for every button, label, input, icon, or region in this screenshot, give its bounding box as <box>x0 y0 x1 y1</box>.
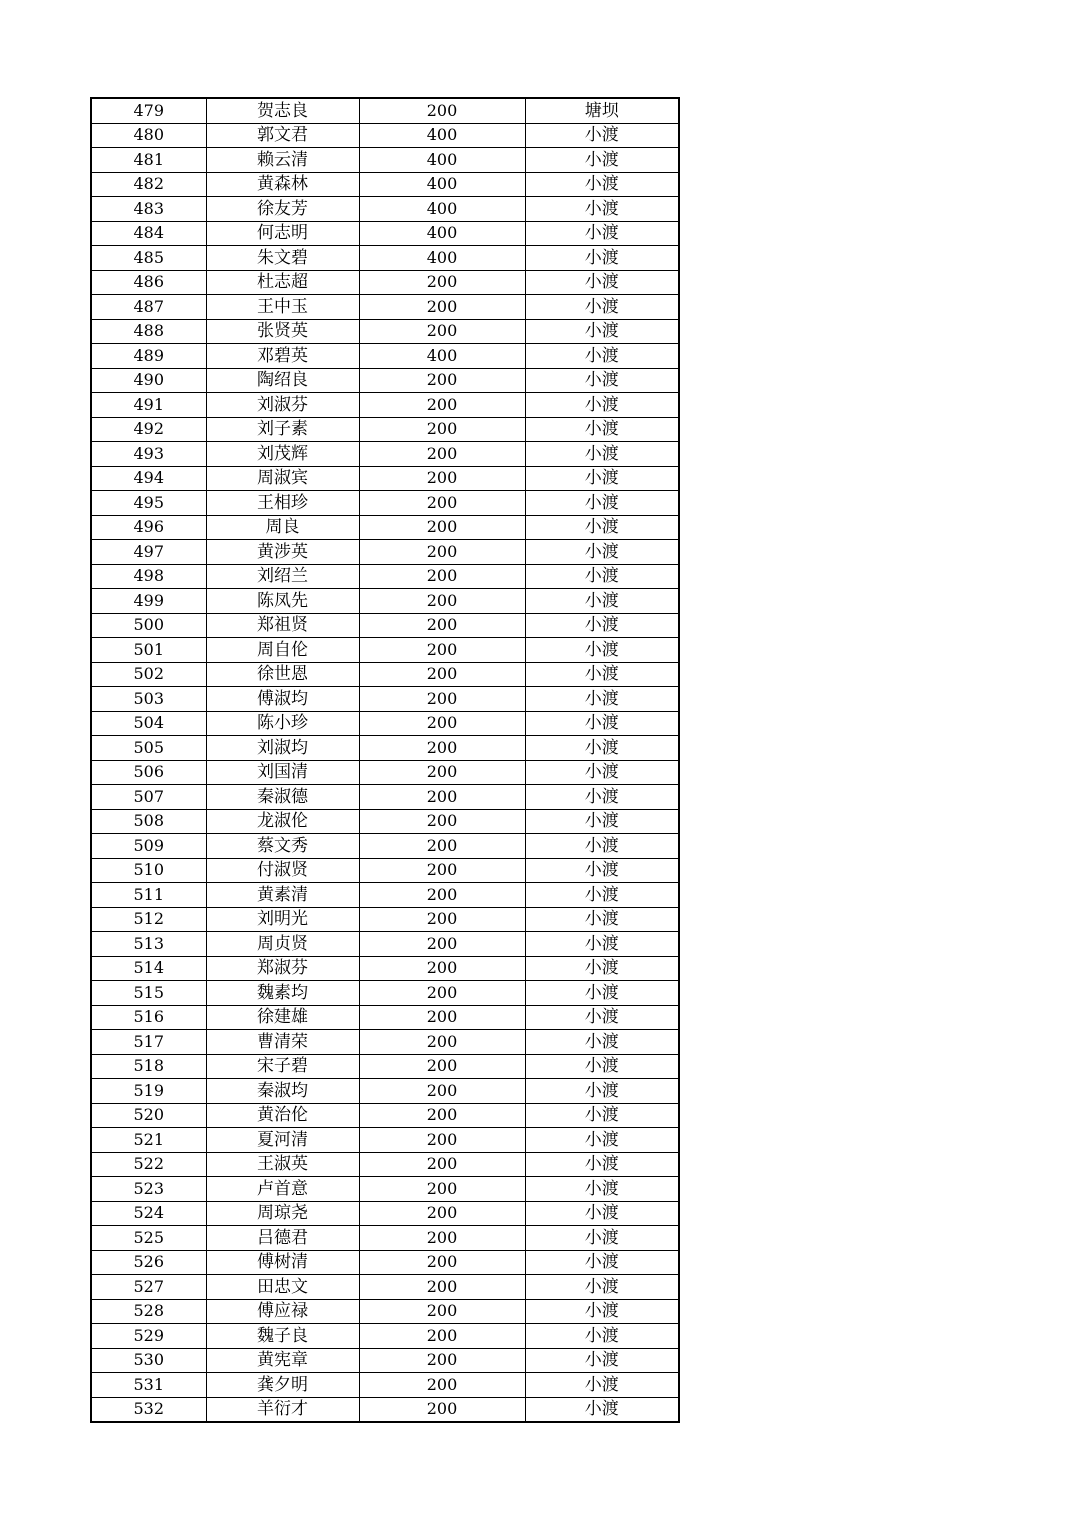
table-row <box>91 834 679 859</box>
name-cell: 刘淑芬 <box>206 393 359 418</box>
amount-cell: 200 <box>359 1324 525 1349</box>
place-cell: 小渡 <box>525 1152 679 1177</box>
table-row <box>91 246 679 271</box>
amount-cell: 200 <box>359 417 525 442</box>
amount-cell: 200 <box>359 1397 525 1422</box>
row-number-cell: 491 <box>91 393 206 418</box>
row-number-cell: 531 <box>91 1373 206 1398</box>
amount-cell: 400 <box>359 221 525 246</box>
name-cell: 王淑英 <box>206 1152 359 1177</box>
row-number-cell: 516 <box>91 1005 206 1030</box>
table-row <box>91 1201 679 1226</box>
table-row <box>91 662 679 687</box>
name-cell: 刘绍兰 <box>206 564 359 589</box>
table-row <box>91 1324 679 1349</box>
name-cell: 赖云清 <box>206 148 359 173</box>
place-cell: 小渡 <box>525 785 679 810</box>
name-cell: 杜志超 <box>206 270 359 295</box>
place-cell: 小渡 <box>525 270 679 295</box>
name-cell: 黄森林 <box>206 172 359 197</box>
row-number-cell: 512 <box>91 907 206 932</box>
place-cell: 小渡 <box>525 809 679 834</box>
table-row <box>91 589 679 614</box>
row-number-cell: 527 <box>91 1275 206 1300</box>
row-number-cell: 479 <box>91 98 206 123</box>
name-cell: 吕德君 <box>206 1226 359 1251</box>
amount-cell: 200 <box>359 711 525 736</box>
table-row <box>91 760 679 785</box>
place-cell: 小渡 <box>525 907 679 932</box>
name-cell: 徐友芳 <box>206 197 359 222</box>
place-cell: 小渡 <box>525 221 679 246</box>
place-cell: 小渡 <box>525 711 679 736</box>
amount-cell: 200 <box>359 785 525 810</box>
place-cell: 小渡 <box>525 1103 679 1128</box>
table-row <box>91 638 679 663</box>
row-number-cell: 505 <box>91 736 206 761</box>
amount-cell: 400 <box>359 123 525 148</box>
row-number-cell: 521 <box>91 1128 206 1153</box>
table-row <box>91 711 679 736</box>
name-cell: 魏子良 <box>206 1324 359 1349</box>
row-number-cell: 509 <box>91 834 206 859</box>
amount-cell: 200 <box>359 393 525 418</box>
table-row <box>91 1397 679 1422</box>
table-row <box>91 1348 679 1373</box>
row-number-cell: 510 <box>91 858 206 883</box>
row-number-cell: 499 <box>91 589 206 614</box>
place-cell: 小渡 <box>525 981 679 1006</box>
table-body <box>91 98 679 1422</box>
name-cell: 陈小珍 <box>206 711 359 736</box>
amount-cell: 200 <box>359 858 525 883</box>
table-row <box>91 1250 679 1275</box>
name-cell: 羊衍才 <box>206 1397 359 1422</box>
table-row <box>91 1373 679 1398</box>
name-cell: 曹清荣 <box>206 1030 359 1055</box>
name-cell: 刘国清 <box>206 760 359 785</box>
name-cell: 徐建雄 <box>206 1005 359 1030</box>
row-number-cell: 528 <box>91 1299 206 1324</box>
name-cell: 黄治伦 <box>206 1103 359 1128</box>
name-cell: 黄素清 <box>206 883 359 908</box>
row-number-cell: 488 <box>91 319 206 344</box>
amount-cell: 200 <box>359 1226 525 1251</box>
name-cell: 魏素均 <box>206 981 359 1006</box>
name-cell: 朱文碧 <box>206 246 359 271</box>
row-number-cell: 526 <box>91 1250 206 1275</box>
table-row <box>91 1128 679 1153</box>
table-row <box>91 197 679 222</box>
place-cell: 小渡 <box>525 956 679 981</box>
name-cell: 傅应禄 <box>206 1299 359 1324</box>
amount-cell: 200 <box>359 368 525 393</box>
table-row <box>91 515 679 540</box>
amount-cell: 200 <box>359 1250 525 1275</box>
row-number-cell: 492 <box>91 417 206 442</box>
amount-cell: 200 <box>359 1054 525 1079</box>
row-number-cell: 515 <box>91 981 206 1006</box>
place-cell: 小渡 <box>525 858 679 883</box>
amount-cell: 200 <box>359 760 525 785</box>
table-row <box>91 148 679 173</box>
row-number-cell: 486 <box>91 270 206 295</box>
row-number-cell: 513 <box>91 932 206 957</box>
row-number-cell: 519 <box>91 1079 206 1104</box>
amount-cell: 200 <box>359 907 525 932</box>
amount-cell: 200 <box>359 1373 525 1398</box>
place-cell: 小渡 <box>525 736 679 761</box>
name-cell: 徐世恩 <box>206 662 359 687</box>
row-number-cell: 494 <box>91 466 206 491</box>
name-cell: 夏河清 <box>206 1128 359 1153</box>
place-cell: 小渡 <box>525 368 679 393</box>
amount-cell: 200 <box>359 98 525 123</box>
amount-cell: 200 <box>359 981 525 1006</box>
table-row <box>91 1005 679 1030</box>
place-cell: 小渡 <box>525 564 679 589</box>
name-cell: 卢首意 <box>206 1177 359 1202</box>
amount-cell: 200 <box>359 491 525 516</box>
name-cell: 付淑贤 <box>206 858 359 883</box>
name-cell: 周贞贤 <box>206 932 359 957</box>
table-row <box>91 907 679 932</box>
place-cell: 小渡 <box>525 540 679 565</box>
row-number-cell: 503 <box>91 687 206 712</box>
row-number-cell: 481 <box>91 148 206 173</box>
name-cell: 周自伦 <box>206 638 359 663</box>
amount-cell: 200 <box>359 270 525 295</box>
amount-cell: 200 <box>359 1177 525 1202</box>
table-row <box>91 98 679 123</box>
name-cell: 王中玉 <box>206 295 359 320</box>
place-cell: 小渡 <box>525 491 679 516</box>
name-cell: 龙淑伦 <box>206 809 359 834</box>
place-cell: 小渡 <box>525 1250 679 1275</box>
amount-cell: 200 <box>359 540 525 565</box>
place-cell: 小渡 <box>525 687 679 712</box>
place-cell: 小渡 <box>525 1373 679 1398</box>
amount-cell: 200 <box>359 687 525 712</box>
place-cell: 小渡 <box>525 172 679 197</box>
amount-cell: 200 <box>359 564 525 589</box>
row-number-cell: 502 <box>91 662 206 687</box>
place-cell: 小渡 <box>525 883 679 908</box>
amount-cell: 200 <box>359 809 525 834</box>
row-number-cell: 487 <box>91 295 206 320</box>
table-row <box>91 466 679 491</box>
place-cell: 小渡 <box>525 1226 679 1251</box>
row-number-cell: 514 <box>91 956 206 981</box>
place-cell: 小渡 <box>525 148 679 173</box>
table-row <box>91 540 679 565</box>
row-number-cell: 518 <box>91 1054 206 1079</box>
table-row <box>91 1177 679 1202</box>
table-row <box>91 1275 679 1300</box>
place-cell: 小渡 <box>525 1030 679 1055</box>
place-cell: 小渡 <box>525 760 679 785</box>
amount-cell: 200 <box>359 319 525 344</box>
row-number-cell: 507 <box>91 785 206 810</box>
place-cell: 小渡 <box>525 662 679 687</box>
row-number-cell: 517 <box>91 1030 206 1055</box>
row-number-cell: 490 <box>91 368 206 393</box>
row-number-cell: 532 <box>91 1397 206 1422</box>
table-row <box>91 393 679 418</box>
amount-cell: 200 <box>359 1030 525 1055</box>
place-cell: 小渡 <box>525 295 679 320</box>
name-cell: 陶绍良 <box>206 368 359 393</box>
table-row <box>91 295 679 320</box>
data-table <box>90 97 680 1423</box>
row-number-cell: 524 <box>91 1201 206 1226</box>
name-cell: 郑淑芬 <box>206 956 359 981</box>
table-row <box>91 417 679 442</box>
row-number-cell: 496 <box>91 515 206 540</box>
name-cell: 刘淑均 <box>206 736 359 761</box>
amount-cell: 200 <box>359 662 525 687</box>
amount-cell: 200 <box>359 442 525 467</box>
place-cell: 小渡 <box>525 834 679 859</box>
row-number-cell: 484 <box>91 221 206 246</box>
place-cell: 小渡 <box>525 417 679 442</box>
place-cell: 小渡 <box>525 1128 679 1153</box>
table-row <box>91 883 679 908</box>
name-cell: 宋子碧 <box>206 1054 359 1079</box>
table-row <box>91 123 679 148</box>
amount-cell: 200 <box>359 1005 525 1030</box>
place-cell: 小渡 <box>525 197 679 222</box>
amount-cell: 200 <box>359 589 525 614</box>
row-number-cell: 480 <box>91 123 206 148</box>
row-number-cell: 501 <box>91 638 206 663</box>
name-cell: 刘茂辉 <box>206 442 359 467</box>
amount-cell: 400 <box>359 246 525 271</box>
amount-cell: 200 <box>359 1128 525 1153</box>
table-row <box>91 858 679 883</box>
name-cell: 郑祖贤 <box>206 613 359 638</box>
amount-cell: 200 <box>359 613 525 638</box>
row-number-cell: 495 <box>91 491 206 516</box>
place-cell: 小渡 <box>525 442 679 467</box>
amount-cell: 200 <box>359 956 525 981</box>
place-cell: 小渡 <box>525 1201 679 1226</box>
row-number-cell: 485 <box>91 246 206 271</box>
row-number-cell: 500 <box>91 613 206 638</box>
table-row <box>91 1054 679 1079</box>
place-cell: 小渡 <box>525 246 679 271</box>
row-number-cell: 483 <box>91 197 206 222</box>
name-cell: 秦淑德 <box>206 785 359 810</box>
row-number-cell: 489 <box>91 344 206 369</box>
table-row <box>91 344 679 369</box>
row-number-cell: 530 <box>91 1348 206 1373</box>
amount-cell: 200 <box>359 932 525 957</box>
place-cell: 塘坝 <box>525 98 679 123</box>
place-cell: 小渡 <box>525 344 679 369</box>
table-row <box>91 932 679 957</box>
table-row <box>91 956 679 981</box>
amount-cell: 200 <box>359 1299 525 1324</box>
amount-cell: 200 <box>359 1103 525 1128</box>
name-cell: 邓碧英 <box>206 344 359 369</box>
table-row <box>91 221 679 246</box>
name-cell: 周琼尧 <box>206 1201 359 1226</box>
place-cell: 小渡 <box>525 1054 679 1079</box>
table-row <box>91 981 679 1006</box>
table-row <box>91 736 679 761</box>
table-row <box>91 368 679 393</box>
row-number-cell: 498 <box>91 564 206 589</box>
place-cell: 小渡 <box>525 932 679 957</box>
name-cell: 周良 <box>206 515 359 540</box>
place-cell: 小渡 <box>525 613 679 638</box>
row-number-cell: 520 <box>91 1103 206 1128</box>
amount-cell: 200 <box>359 466 525 491</box>
name-cell: 张贤英 <box>206 319 359 344</box>
row-number-cell: 482 <box>91 172 206 197</box>
name-cell: 周淑宾 <box>206 466 359 491</box>
row-number-cell: 525 <box>91 1226 206 1251</box>
name-cell: 刘明光 <box>206 907 359 932</box>
name-cell: 黄涉英 <box>206 540 359 565</box>
row-number-cell: 511 <box>91 883 206 908</box>
amount-cell: 200 <box>359 295 525 320</box>
row-number-cell: 522 <box>91 1152 206 1177</box>
table-row <box>91 270 679 295</box>
place-cell: 小渡 <box>525 1397 679 1422</box>
place-cell: 小渡 <box>525 1324 679 1349</box>
table-row <box>91 491 679 516</box>
name-cell: 傅淑均 <box>206 687 359 712</box>
name-cell: 蔡文秀 <box>206 834 359 859</box>
place-cell: 小渡 <box>525 589 679 614</box>
place-cell: 小渡 <box>525 1005 679 1030</box>
table-row <box>91 1030 679 1055</box>
row-number-cell: 529 <box>91 1324 206 1349</box>
name-cell: 秦淑均 <box>206 1079 359 1104</box>
amount-cell: 400 <box>359 148 525 173</box>
table-row <box>91 809 679 834</box>
place-cell: 小渡 <box>525 1348 679 1373</box>
place-cell: 小渡 <box>525 466 679 491</box>
table-row <box>91 1299 679 1324</box>
name-cell: 龚夕明 <box>206 1373 359 1398</box>
name-cell: 贺志良 <box>206 98 359 123</box>
amount-cell: 200 <box>359 1201 525 1226</box>
amount-cell: 400 <box>359 197 525 222</box>
amount-cell: 200 <box>359 736 525 761</box>
table-row <box>91 1152 679 1177</box>
name-cell: 黄宪章 <box>206 1348 359 1373</box>
amount-cell: 400 <box>359 344 525 369</box>
amount-cell: 200 <box>359 1275 525 1300</box>
name-cell: 王相珍 <box>206 491 359 516</box>
name-cell: 田忠文 <box>206 1275 359 1300</box>
place-cell: 小渡 <box>525 1177 679 1202</box>
amount-cell: 200 <box>359 834 525 859</box>
name-cell: 陈凤先 <box>206 589 359 614</box>
amount-cell: 200 <box>359 515 525 540</box>
row-number-cell: 506 <box>91 760 206 785</box>
table-row <box>91 1226 679 1251</box>
name-cell: 郭文君 <box>206 123 359 148</box>
amount-cell: 200 <box>359 1079 525 1104</box>
table-row <box>91 687 679 712</box>
place-cell: 小渡 <box>525 393 679 418</box>
place-cell: 小渡 <box>525 123 679 148</box>
table-row <box>91 319 679 344</box>
place-cell: 小渡 <box>525 1275 679 1300</box>
row-number-cell: 504 <box>91 711 206 736</box>
place-cell: 小渡 <box>525 319 679 344</box>
place-cell: 小渡 <box>525 515 679 540</box>
place-cell: 小渡 <box>525 1079 679 1104</box>
row-number-cell: 523 <box>91 1177 206 1202</box>
table-row <box>91 172 679 197</box>
table-row <box>91 613 679 638</box>
amount-cell: 200 <box>359 1348 525 1373</box>
row-number-cell: 493 <box>91 442 206 467</box>
table-row <box>91 1079 679 1104</box>
amount-cell: 200 <box>359 638 525 663</box>
name-cell: 傅树清 <box>206 1250 359 1275</box>
table-row <box>91 564 679 589</box>
table-row <box>91 1103 679 1128</box>
name-cell: 刘子素 <box>206 417 359 442</box>
name-cell: 何志明 <box>206 221 359 246</box>
place-cell: 小渡 <box>525 1299 679 1324</box>
amount-cell: 200 <box>359 883 525 908</box>
row-number-cell: 508 <box>91 809 206 834</box>
table-row <box>91 442 679 467</box>
amount-cell: 200 <box>359 1152 525 1177</box>
table-row <box>91 785 679 810</box>
place-cell: 小渡 <box>525 638 679 663</box>
amount-cell: 400 <box>359 172 525 197</box>
row-number-cell: 497 <box>91 540 206 565</box>
